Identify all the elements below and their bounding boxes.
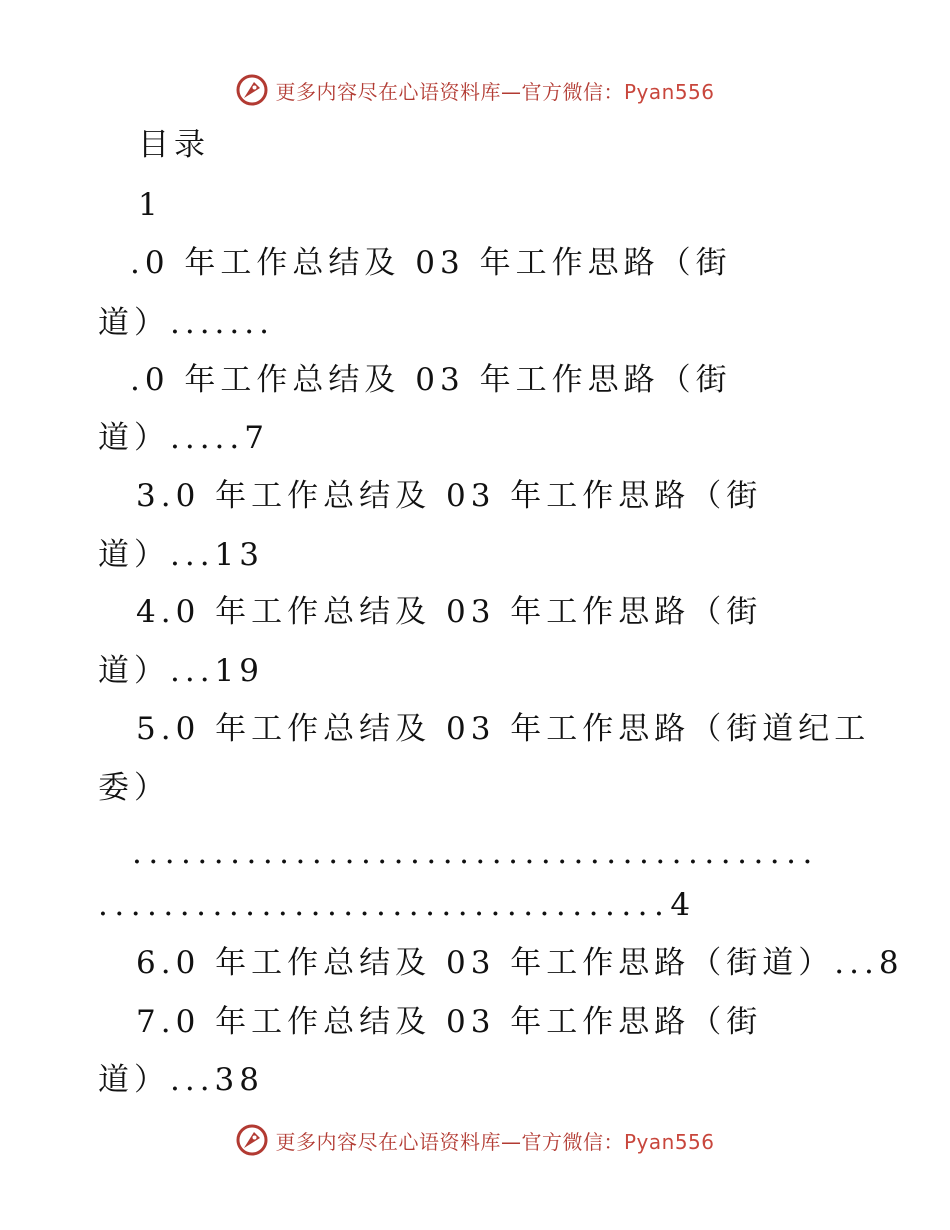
pen-nib-logo-icon: [235, 1123, 269, 1157]
toc-entry-5-line2[interactable]: 委）: [98, 770, 170, 806]
footer-watermark: [0, 1120, 950, 1160]
toc-entry-6-line1[interactable]: 6.0 年工作总结及 03 年工作思路（街道）...8: [136, 945, 904, 981]
toc-entry-4-line2[interactable]: 道）...19: [98, 653, 265, 689]
toc-entry-5-leader-page[interactable]: ...................................4: [98, 887, 697, 923]
toc-entry-1-line2[interactable]: 道）.......: [98, 305, 274, 341]
toc-entry-7-line1[interactable]: 7.0 年工作总结及 03 年工作思路（街: [136, 1004, 763, 1040]
toc-entry-5-line1[interactable]: 5.0 年工作总结及 03 年工作思路（街道纪工: [136, 711, 871, 747]
page-number: 1: [138, 187, 163, 223]
toc-entry-2-line2[interactable]: 道）.....7: [98, 420, 269, 456]
toc-entry-2-line1[interactable]: .0 年工作总结及 03 年工作思路（街: [130, 362, 732, 398]
watermark-text: 更多内容尽在心语资料库—官方微信：Pyan556: [275, 1129, 715, 1154]
toc-entry-4-line1[interactable]: 4.0 年工作总结及 03 年工作思路（街: [136, 594, 763, 630]
toc-entry-3-line2[interactable]: 道）...13: [98, 537, 265, 573]
toc-entry-3-line1[interactable]: 3.0 年工作总结及 03 年工作思路（街: [136, 478, 763, 514]
toc-entry-1-line1[interactable]: .0 年工作总结及 03 年工作思路（街: [130, 245, 732, 281]
toc-entry-5-leader-dots[interactable]: ..........................................: [132, 835, 819, 871]
watermark-text: 更多内容尽在心语资料库—官方微信：Pyan556: [275, 79, 715, 104]
toc-heading: 目录: [138, 127, 210, 163]
toc-entry-7-line2[interactable]: 道）...38: [98, 1062, 265, 1098]
